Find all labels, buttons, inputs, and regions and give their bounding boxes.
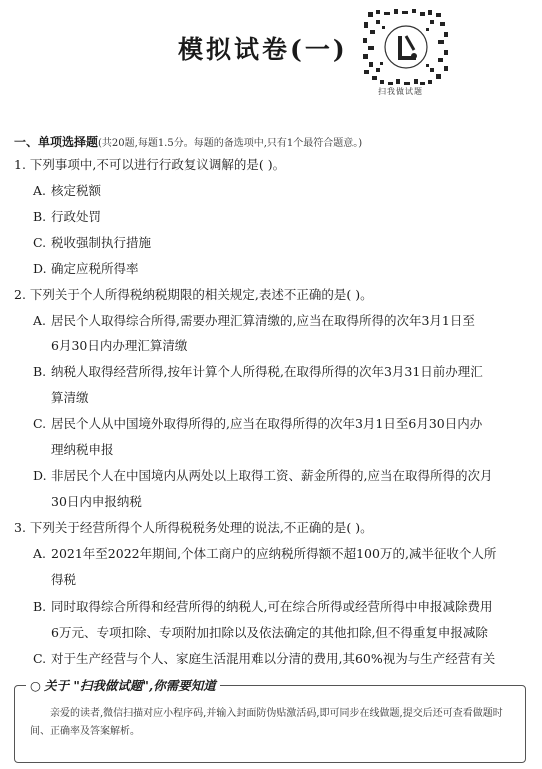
ring-icon: ○ <box>30 678 41 693</box>
section-heading <box>14 133 362 150</box>
notice-title-text: 关于 "扫我做试题",你需要知道 <box>44 678 216 693</box>
option-text: 行政处罚 <box>51 209 102 224</box>
option-text: 确定应税所得率 <box>51 261 139 276</box>
page-title: 模拟试卷(一) <box>178 35 348 64</box>
option-text: 税收强制执行措施 <box>51 235 152 250</box>
option-label: C. <box>33 416 47 431</box>
option-label: A. <box>33 313 47 328</box>
option-label: A. <box>33 546 47 561</box>
question-stem: 1. 下列事项中,不可以进行行政复议调解的是( )。 <box>14 157 286 172</box>
question-stem: 3. 下列关于经营所得个人所得税税务处理的说法,不正确的是( )。 <box>14 520 373 535</box>
option-label: A. <box>33 183 47 198</box>
option-label: B. <box>33 599 47 614</box>
option-text: 同时取得综合所得和经营所得的纳税人,可在综合所得或经营所得中申报减除费用 <box>51 599 493 614</box>
notice-title <box>26 676 220 694</box>
notice-body: 亲爱的读者,微信扫描对应小程序码,并输入封面防伪贴激活码,即可同步在线做题,提交后还可查看做题时间、正确率及答案解析。 <box>30 708 503 737</box>
qr-caption: 扫我做试题 <box>378 87 423 96</box>
option-item[interactable] <box>33 544 496 562</box>
option-label: D. <box>33 468 47 483</box>
option-item[interactable] <box>33 207 101 225</box>
option-text: 纳税人取得经营所得,按年计算个人所得税,在取得所得的次年3月31日前办理汇 <box>51 364 483 379</box>
question-stem: 2. 下列关于个人所得税纳税期限的相关规定,表述不正确的是( )。 <box>14 287 373 302</box>
option-label: B. <box>33 364 47 379</box>
option-item[interactable] <box>33 597 492 615</box>
option-text-continued: 理纳税申报 <box>51 442 114 457</box>
option-text-continued: 6万元、专项扣除、专项附加扣除以及依法确定的其他扣除,但不得重复申报减除 <box>51 625 488 640</box>
option-text: 2021年至2022年期间,个体工商户的应纳税所得额不超100万的,减半征收个人所 <box>51 546 497 561</box>
option-text: 居民个人取得综合所得,需要办理汇算清缴的,应当在取得所得的次年3月1日至 <box>51 313 475 328</box>
option-label: B. <box>33 209 47 224</box>
option-item[interactable] <box>33 362 483 380</box>
option-item[interactable] <box>33 181 101 199</box>
option-label: D. <box>33 261 47 276</box>
option-item[interactable] <box>33 649 495 667</box>
section-note: (共20题,每题1.5分。每题的备选项中,只有1个最符合题意。) <box>98 138 363 149</box>
option-item[interactable] <box>33 233 151 251</box>
option-item[interactable] <box>33 466 492 484</box>
qr-code[interactable] <box>360 6 452 88</box>
option-item[interactable] <box>33 259 139 277</box>
option-text-continued: 得税 <box>51 572 77 587</box>
option-text: 对于生产经营与个人、家庭生活混用难以分清的费用,其60%视为与生产经营有关 <box>51 651 496 666</box>
option-text: 非居民个人在中国境内从两处以上取得工资、薪金所得的,应当在取得所得的次月 <box>51 468 493 483</box>
option-item[interactable] <box>33 414 482 432</box>
option-item[interactable] <box>33 311 475 329</box>
option-text: 核定税额 <box>51 183 102 198</box>
option-text-continued: 算清缴 <box>51 390 89 405</box>
option-label: C. <box>33 651 47 666</box>
option-label: C. <box>33 235 47 250</box>
option-text-continued: 30日内申报纳税 <box>51 494 142 509</box>
section-title: 一、单项选择题 <box>14 135 99 149</box>
option-text: 居民个人从中国境外取得所得的,应当在取得所得的次年3月1日至6月30日内办 <box>51 416 483 431</box>
option-text-continued: 6月30日内办理汇算清缴 <box>51 338 188 353</box>
